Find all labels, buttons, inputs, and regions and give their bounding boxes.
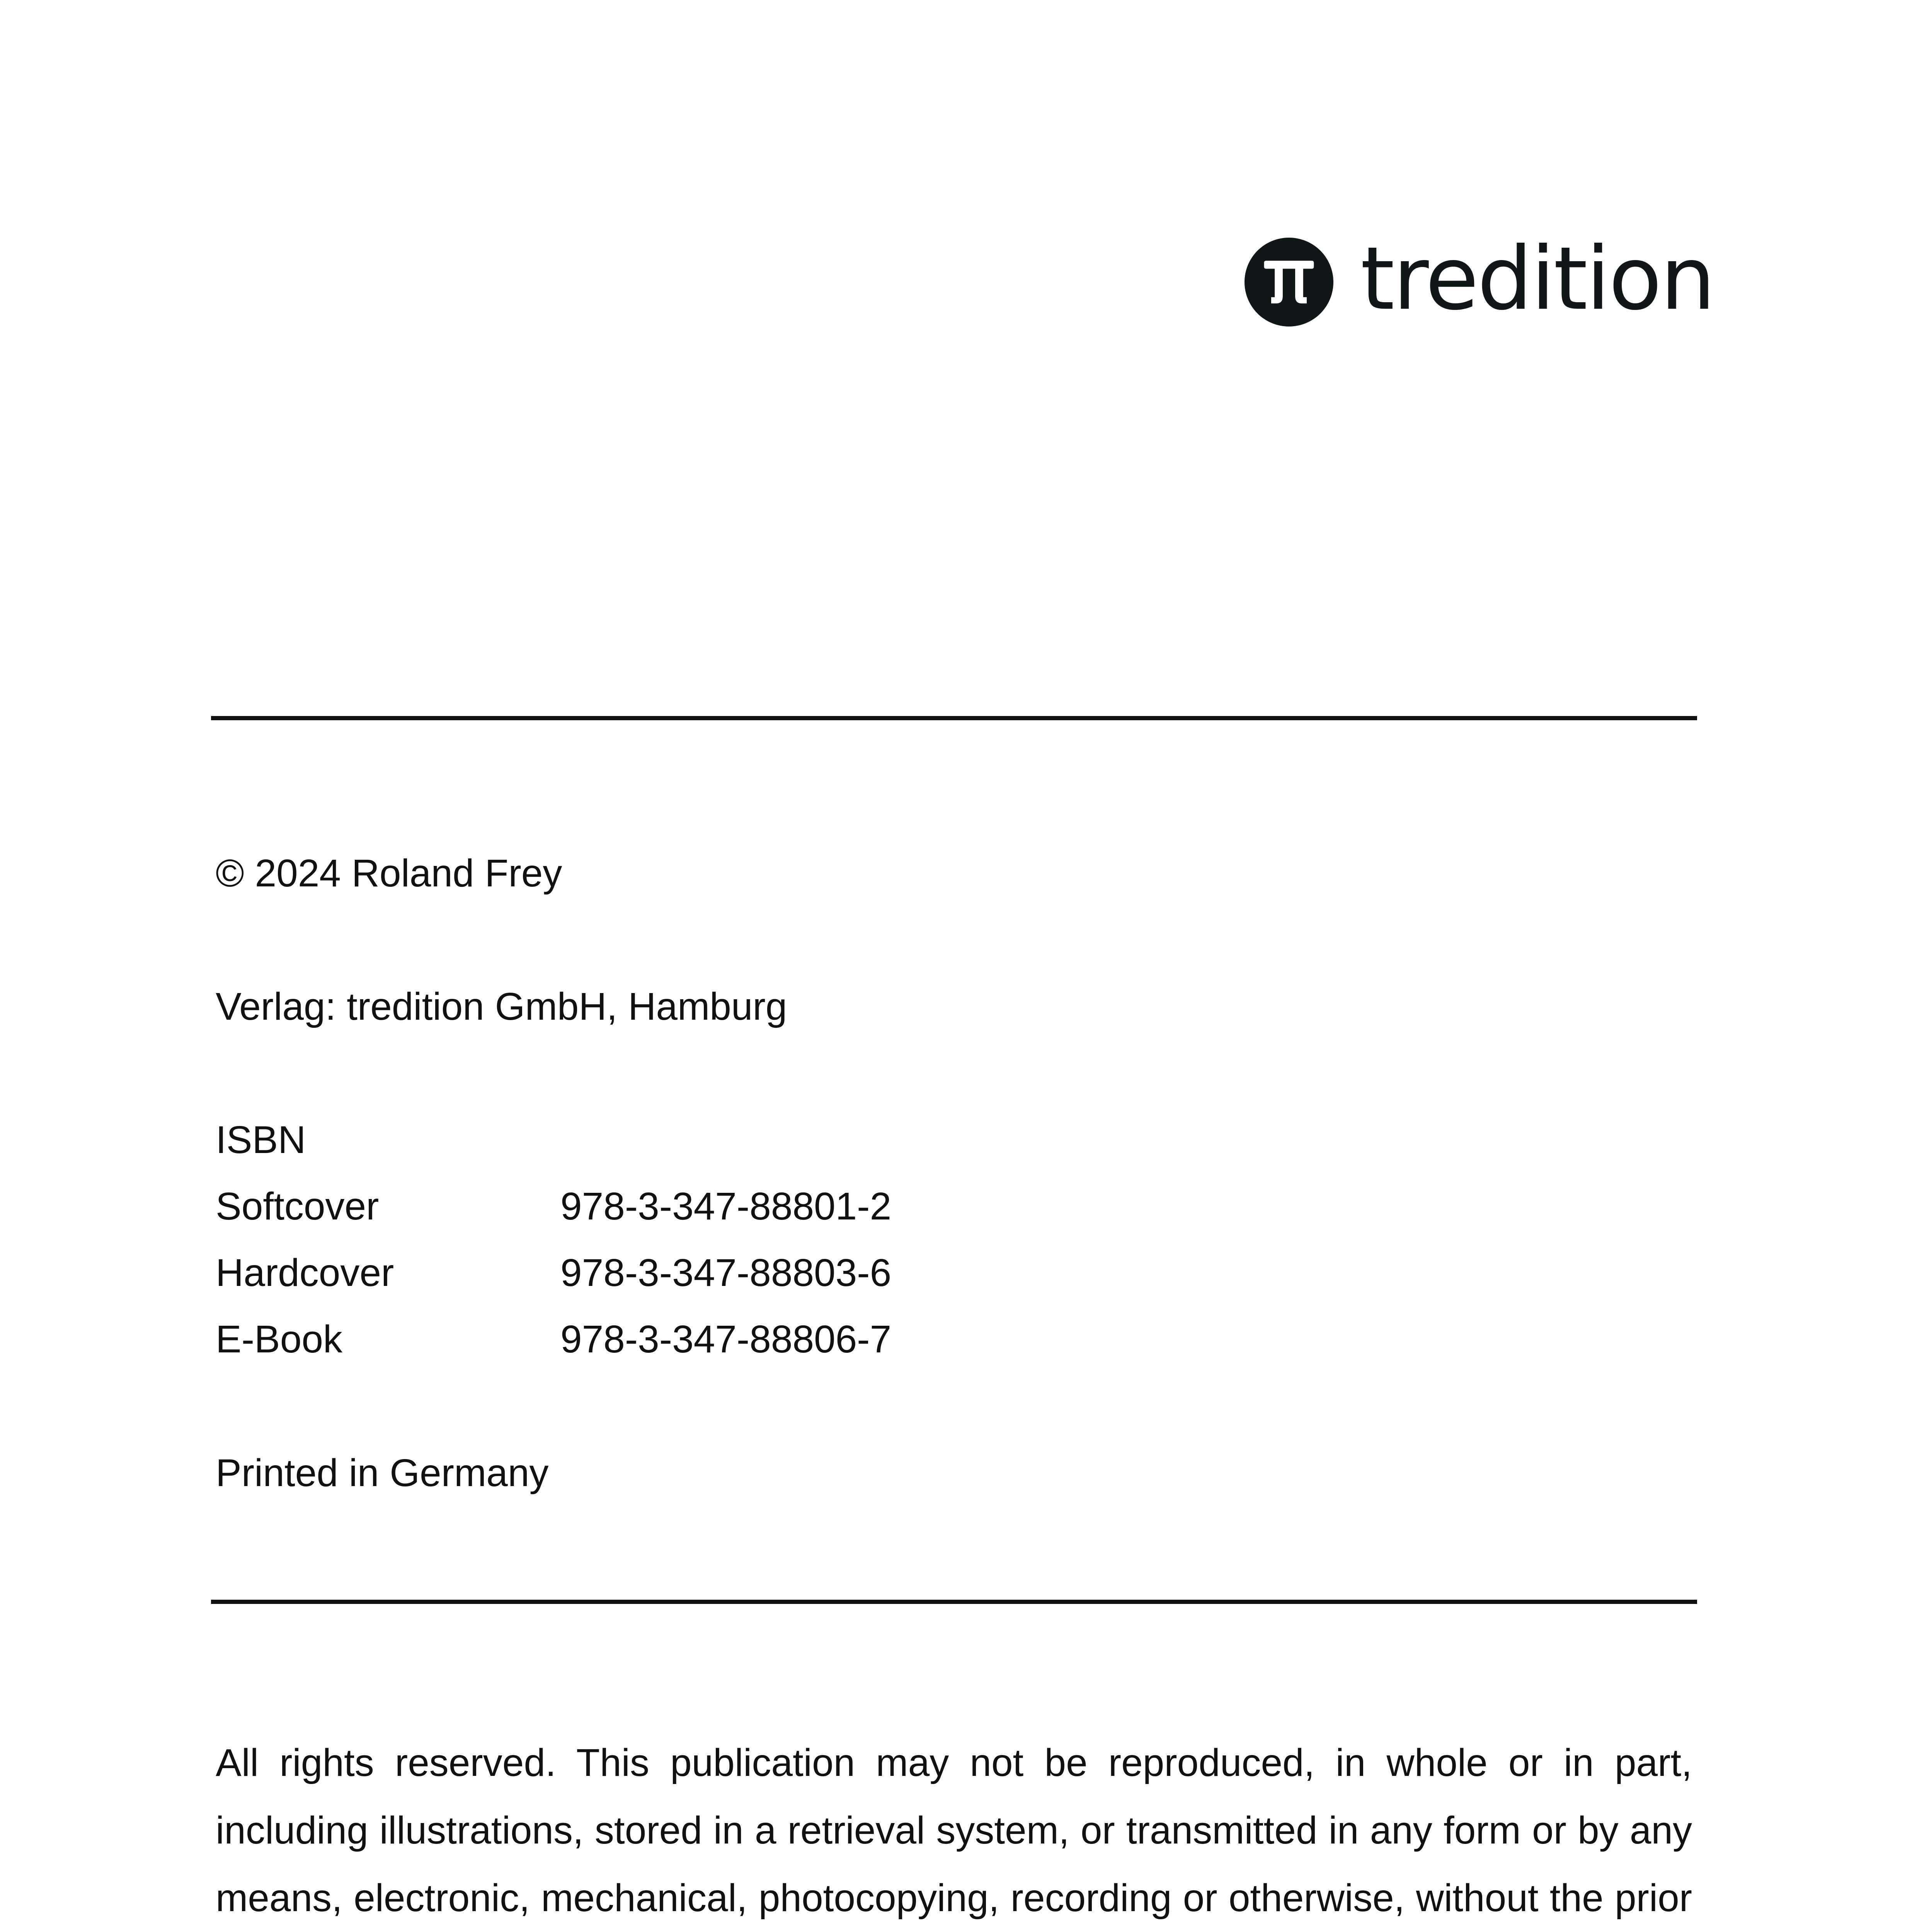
isbn-heading: ISBN bbox=[216, 1118, 306, 1162]
divider-top bbox=[211, 716, 1697, 720]
rights-notice: All rights reserved. This publication may not be reproduced, in whole or in part, including illustrations, stored in a retrieval system, or transmitted in any form or by any means, electronic, mechanical, photocopying, recording or otherwise, without the prior bbox=[216, 1741, 1692, 1920]
isbn-format-softcover: Softcover bbox=[216, 1185, 379, 1228]
publisher-line: Verlag: tredition GmbH, Hamburg bbox=[216, 985, 787, 1028]
logo-wordmark: tredition bbox=[1360, 228, 1714, 330]
isbn-format-ebook: E-Book bbox=[216, 1318, 342, 1361]
isbn-number-softcover: 978-3-347-88801-2 bbox=[560, 1185, 892, 1228]
publisher-logo bbox=[1245, 228, 1714, 330]
copyright-line: © 2024 Roland Frey bbox=[216, 852, 562, 895]
printed-in-line: Printed in Germany bbox=[216, 1451, 549, 1495]
tredition-logo-mark-icon bbox=[1245, 238, 1333, 327]
isbn-format-hardcover: Hardcover bbox=[216, 1251, 394, 1294]
divider-middle bbox=[211, 1600, 1697, 1604]
isbn-number-hardcover: 978-3-347-88803-6 bbox=[560, 1251, 892, 1294]
isbn-number-ebook: 978-3-347-88806-7 bbox=[560, 1318, 892, 1361]
